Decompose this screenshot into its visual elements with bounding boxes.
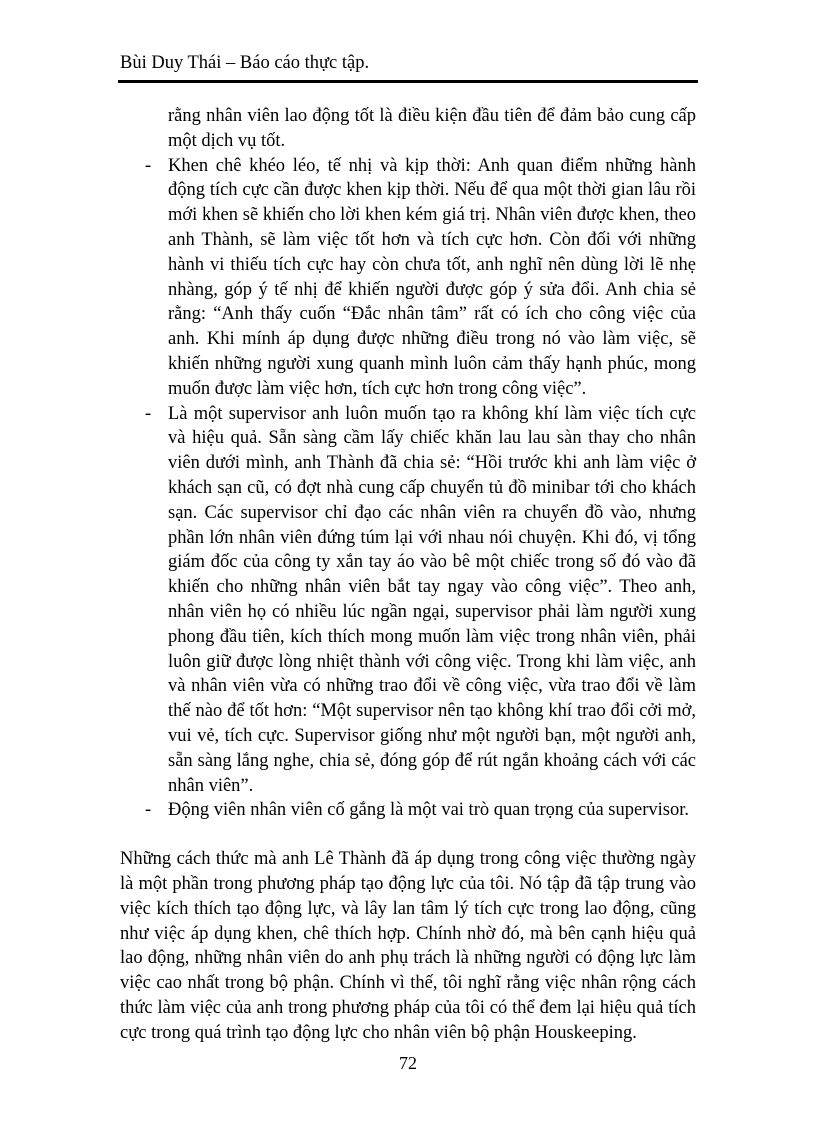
bullet-dash: -	[145, 800, 152, 821]
list-item-text: Động viên nhân viên cố gắng là một vai trò quan trọng của supervisor.	[168, 800, 689, 821]
bullet-dash: -	[145, 155, 152, 176]
list-item	[120, 798, 696, 823]
page-header	[120, 52, 696, 78]
page-number: 72	[399, 1053, 417, 1073]
bullet-list	[120, 104, 696, 823]
list-item	[120, 104, 696, 154]
list-item-text: Là một supervisor anh luôn muốn tạo ra không khí làm việc tích cực và hiệu quả. Sẵn sàng cầm lấy chiếc khăn lau lau sàn thay cho nhân viên dưới mình, anh Thành đã chia sẻ: “Hồi trước khi anh làm việc ở khách sạn cũ, có đợt nhà cung cấp chuyển tủ đồ minibar tới cho khách sạn. Các supervisor chỉ đạo các nhân viên ra chuyển đồ vào, nhưng phần lớn nhân viên đứng túm lại với nhau nói chuyện. Khi đó, vị tổng giám đốc của công ty xắn tay áo vào bê một chiếc trong số đó vào đã khiến cho những nhân viên bắt tay ngay vào công việc”. Theo anh, nhân viên họ có nhiều lúc ngần ngại, supervisor phải làm người xung phong đầu tiên, kích thích mong muốn làm việc trong nhân viên, phải luôn giữ được lòng nhiệt thành với công việc. Trong khi làm việc, anh và nhân viên vừa có những trao đổi về công việc, vừa trao đổi về làm thế nào để tốt hơn: “Một supervisor nên tạo không khí trao đổi cởi mở, vui vẻ, tích cực. Supervisor giống như một người bạn, một người anh, sẵn sàng lắng nghe, chia sẻ, đóng góp để rút ngắn khoảng cách với các nhân viên”.	[168, 403, 696, 796]
list-item-text: rằng nhân viên lao động tốt là điều kiện đầu tiên để đảm bảo cung cấp một dịch vụ tốt.	[168, 106, 696, 151]
header-rule	[118, 80, 698, 83]
bullet-dash: -	[145, 403, 152, 424]
header-title: Bùi Duy Thái – Báo cáo thực tập.	[120, 53, 370, 73]
list-item	[120, 154, 696, 402]
page-body	[120, 104, 696, 1045]
summary-paragraph: Những cách thức mà anh Lê Thành đã áp dụng trong công việc thường ngày là một phần trong phương pháp tạo động lực của tôi. Nó tập đã tập trung vào việc kích thích tạo động lực, và lây lan tâm lý tích cực trong lao động, cũng như việc áp dụng khen, chê thích hợp. Chính nhờ đó, mà bên cạnh hiệu quả lao động, những nhân viên do anh phụ trách là những người có động lực làm việc cao nhất trong bộ phận. Chính vì thế, tôi nghĩ rằng việc nhân rộng cách thức làm việc của anh trong phương pháp của tôi có thể đem lại hiệu quả tích cực trong quá trình tạo động lực cho nhân viên bộ phận Houskeeping.	[120, 849, 696, 1043]
list-item-text: Khen chê khéo léo, tế nhị và kịp thời: Anh quan điểm những hành động tích cực cần được khen kịp thời. Nếu để qua một thời gian lâu rồi mới khen sẽ khiến cho lời khen kém giá trị. Nhân viên được khen, theo anh Thành, sẽ làm việc tốt hơn và tích cực hơn. Còn đối với những hành vi thiếu tích cực hay còn chưa tốt, anh nghĩ nên dùng lời lẽ nhẹ nhàng, góp ý tế nhị để khiến người được góp ý sửa đổi. Anh chia sẻ rằng: “Anh thấy cuốn “Đắc nhân tâm” rất có ích cho công việc của anh. Khi mính áp dụng được những điều trong nó vào làm việc, sẽ khiến những người xung quanh mình luôn cảm thấy hạnh phúc, mong muốn được làm việc hơn, tích cực hơn trong công việc”.	[168, 155, 696, 399]
list-item	[120, 402, 696, 799]
